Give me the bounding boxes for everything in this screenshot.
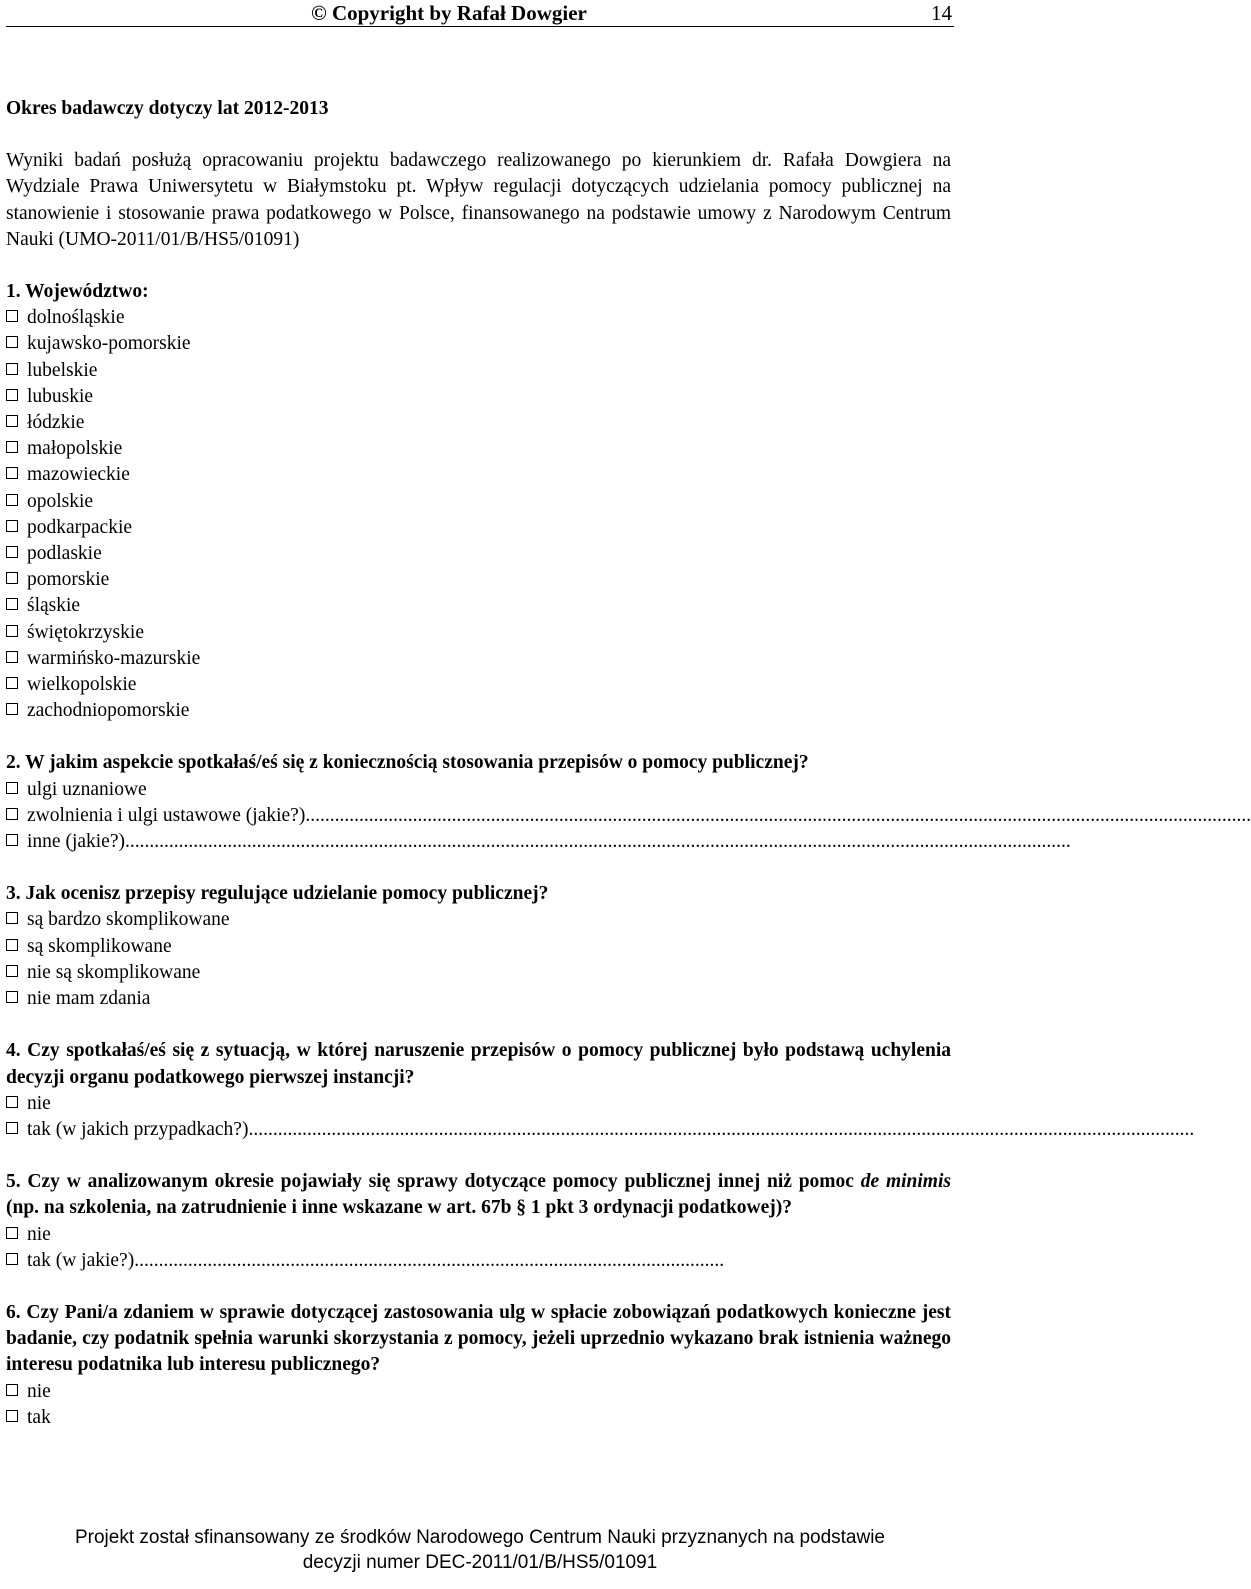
checkbox-icon[interactable] — [6, 598, 18, 610]
checkbox-icon[interactable] — [6, 991, 18, 1003]
checkbox-icon[interactable] — [6, 389, 18, 401]
checkbox-icon[interactable] — [6, 677, 18, 689]
question-4 — [6, 1038, 1195, 1143]
footer-line-2: decyzji numer DEC-2011/01/B/HS5/01091 — [302, 1552, 658, 1573]
option-zachodniopomorskie[interactable]: zachodniopomorskie — [6, 698, 951, 724]
question-3 — [6, 881, 951, 1012]
option-zwolnienia[interactable]: zwolnienia i ulgi ustawowe (jakie?) .................................................................................................................................................................................................. — [6, 803, 951, 829]
page-header — [6, 0, 954, 27]
page-number: 14 — [931, 1, 952, 25]
checkbox-icon[interactable] — [6, 310, 18, 322]
option-bardzo-skomplikowane[interactable]: są bardzo skomplikowane — [6, 907, 951, 933]
option-warminsko-mazurskie[interactable]: warmińsko-mazurskie — [6, 646, 951, 672]
option-skomplikowane[interactable]: są skomplikowane — [6, 934, 951, 960]
option-nie[interactable]: nie — [6, 1222, 951, 1248]
checkbox-icon[interactable] — [6, 1384, 18, 1396]
checkbox-icon[interactable] — [6, 1253, 18, 1265]
option-dolnoslaskie[interactable]: dolnośląskie — [6, 305, 951, 331]
footer-line-1: Projekt został sfinansowany ze środków Narodowego Centrum Nauki przyznanych na podstawie — [74, 1527, 885, 1548]
checkbox-icon[interactable] — [6, 441, 18, 453]
page-footer — [0, 1525, 960, 1575]
question-6-title: 6. Czy Pani/a zdaniem w sprawie dotyczącej zastosowania ulg w spłacie zobowiązań podatkowych konieczne jest badanie, czy podatnik spełnia warunki skorzystania z pomocy, jeżeli uprzednio wykazano brak istnienia ważnego interesu podatnika lub interesu publicznego? — [6, 1301, 951, 1376]
option-ulgi-uznaniowe[interactable]: ulgi uznaniowe — [6, 777, 951, 803]
question-1 — [6, 279, 951, 724]
option-lubelskie[interactable]: lubelskie — [6, 358, 951, 384]
checkbox-icon[interactable] — [6, 1227, 18, 1239]
intro-paragraph: Wyniki badań posłużą opracowaniu projektu badawczego realizowanego po kierunkiem dr. Rafała Dowgiera na Wydziale Prawa Uniwersytetu w Białymstoku pt. Wpływ regulacji dotyczących udzielania pomocy publicznej na stanowienie i stosowanie prawa podatkowego w Polsce, finansowanego na podstawie umowy z Narodowym Centrum Nauki (UMO-2011/01/B/HS5/01091) — [6, 150, 951, 250]
checkbox-icon[interactable] — [6, 336, 18, 348]
document-body — [6, 96, 1251, 1431]
option-nie[interactable]: nie — [6, 1379, 951, 1405]
question-2 — [6, 750, 1251, 855]
question-2-title: 2. W jakim aspekcie spotkałaś/eś się z koniecznością stosowania przepisów o pomocy publicznej? — [6, 752, 809, 774]
option-malopolskie[interactable]: małopolskie — [6, 436, 951, 462]
option-podlaskie[interactable]: podlaskie — [6, 541, 951, 567]
question-4-title: 4. Czy spotkałaś/eś się z sytuacją, w której naruszenie przepisów o pomocy publicznej było podstawą uchylenia decyzji organu podatkowego pierwszej instancji? — [6, 1040, 951, 1088]
checkbox-icon[interactable] — [6, 808, 18, 820]
option-wielkopolskie[interactable]: wielkopolskie — [6, 672, 951, 698]
research-period-title: Okres badawczy dotyczy lat 2012-2013 — [6, 98, 329, 119]
checkbox-icon[interactable] — [6, 782, 18, 794]
copyright-notice: © Copyright by Rafał Dowgier — [311, 1, 587, 25]
checkbox-icon[interactable] — [6, 494, 18, 506]
checkbox-icon[interactable] — [6, 520, 18, 532]
question-6 — [6, 1300, 951, 1431]
option-nie[interactable]: nie — [6, 1091, 951, 1117]
option-tak[interactable]: tak (w jakich przypadkach?) .................................................................................................................................................................................................. — [6, 1117, 951, 1143]
fill-in-dots[interactable]: ......................................................................................................................... — [134, 1249, 725, 1271]
option-lubuskie[interactable]: lubuskie — [6, 384, 951, 410]
option-inne[interactable]: inne (jakie?) .................................................................................................................................................................................................. — [6, 829, 951, 855]
checkbox-icon[interactable] — [6, 912, 18, 924]
checkbox-icon[interactable] — [6, 625, 18, 637]
option-nie-skomplikowane[interactable]: nie są skomplikowane — [6, 960, 951, 986]
option-tak[interactable]: tak — [6, 1405, 951, 1431]
option-pomorskie[interactable]: pomorskie — [6, 567, 951, 593]
checkbox-icon[interactable] — [6, 703, 18, 715]
checkbox-icon[interactable] — [6, 546, 18, 558]
checkbox-icon[interactable] — [6, 965, 18, 977]
checkbox-icon[interactable] — [6, 1096, 18, 1108]
checkbox-icon[interactable] — [6, 467, 18, 479]
checkbox-icon[interactable] — [6, 651, 18, 663]
fill-in-dots[interactable]: .................................................................................................................................................................................................. — [248, 1118, 1195, 1140]
checkbox-icon[interactable] — [6, 363, 18, 375]
checkbox-icon[interactable] — [6, 1410, 18, 1422]
checkbox-icon[interactable] — [6, 415, 18, 427]
option-tak[interactable]: tak (w jakie?) ......................................................................................................................... — [6, 1248, 951, 1274]
question-5-title: 5. Czy w analizowanym okresie pojawiały się sprawy dotyczące pomocy publicznej innej niż pomoc de minimis (np. na szkolenia, na zatrudnienie i inne wskazane w art. 67b § 1 pkt 3 ordynacji podatkowej)? — [6, 1171, 951, 1219]
option-swietokrzyskie[interactable]: świętokrzyskie — [6, 620, 951, 646]
checkbox-icon[interactable] — [6, 939, 18, 951]
option-opolskie[interactable]: opolskie — [6, 489, 951, 515]
fill-in-dots[interactable]: .................................................................................................................................................................................................. — [305, 804, 1251, 826]
option-nie-mam-zdania[interactable]: nie mam zdania — [6, 986, 951, 1012]
option-slaskie[interactable]: śląskie — [6, 593, 951, 619]
checkbox-icon[interactable] — [6, 834, 18, 846]
option-mazowieckie[interactable]: mazowieckie — [6, 462, 951, 488]
fill-in-dots[interactable]: .................................................................................................................................................................................................. — [125, 831, 1071, 853]
option-lodzkie[interactable]: łódzkie — [6, 410, 951, 436]
question-3-title: 3. Jak ocenisz przepisy regulujące udzielanie pomocy publicznej? — [6, 883, 549, 905]
checkbox-icon[interactable] — [6, 1122, 18, 1134]
option-kujawsko-pomorskie[interactable]: kujawsko-pomorskie — [6, 331, 951, 357]
question-1-title: 1. Województwo: — [6, 281, 149, 303]
checkbox-icon[interactable] — [6, 572, 18, 584]
question-5 — [6, 1169, 951, 1274]
option-podkarpackie[interactable]: podkarpackie — [6, 515, 951, 541]
